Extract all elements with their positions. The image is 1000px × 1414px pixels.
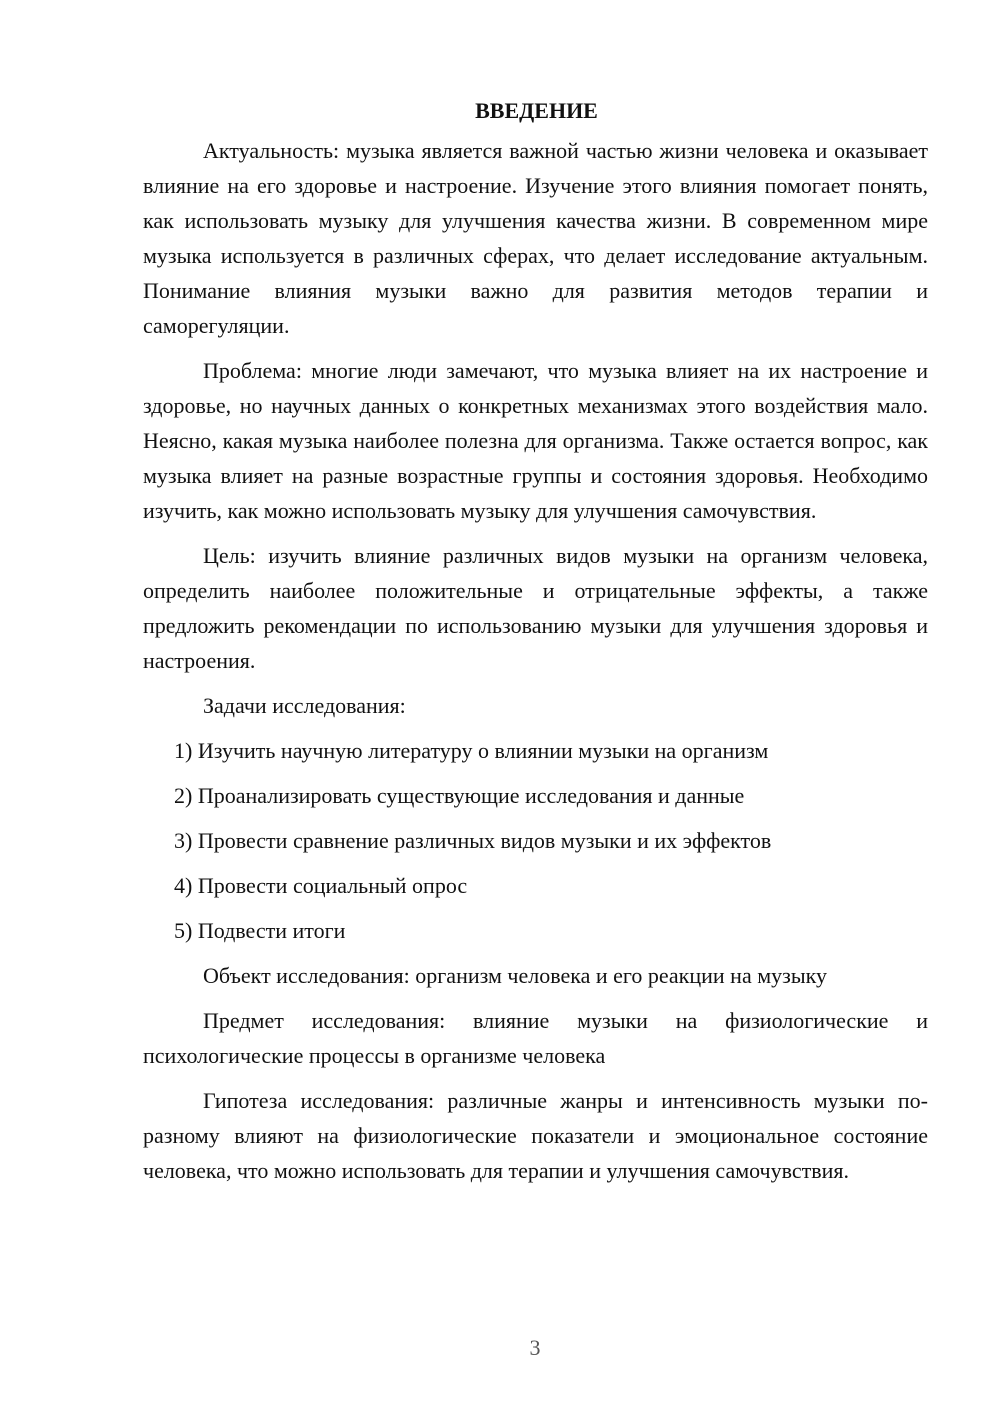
page-content bbox=[143, 93, 928, 1198]
section-title: ВВЕДЕНИЕ bbox=[475, 98, 598, 123]
task-item-3: 3) Провести сравнение различных видов музыки и их эффектов bbox=[174, 828, 772, 853]
task-item-2: 2) Проанализировать существующие исследования и данные bbox=[174, 783, 745, 808]
task-item-4: 4) Провести социальный опрос bbox=[174, 873, 468, 898]
relevance-paragraph: Актуальность: музыка является важной частью жизни человека и оказывает влияние на его здоровье и настроение. Изучение этого влияния помогает понять, как использовать музыку для улучшения качества жизни. В современном мире музыка используется в различных сферах, что делает исследование актуальным. Понимание влияния музыки важно для развития методов терапии и саморегуляции. bbox=[143, 138, 928, 338]
object-paragraph: Объект исследования: организм человека и его реакции на музыку bbox=[203, 963, 827, 988]
task-item-1: 1) Изучить научную литературу о влиянии музыки на организм bbox=[174, 738, 769, 763]
tasks-heading: Задачи исследования: bbox=[203, 693, 406, 718]
subject-paragraph: Предмет исследования: влияние музыки на физиологические и психологические процессы в организме человека bbox=[143, 1008, 928, 1068]
goal-paragraph: Цель: изучить влияние различных видов музыки на организм человека, определить наиболее положительные и отрицательные эффекты, а также предложить рекомендации по использованию музыки для улучшения здоровья и настроения. bbox=[143, 543, 928, 673]
task-item-5: 5) Подвести итоги bbox=[174, 918, 346, 943]
problem-paragraph: Проблема: многие люди замечают, что музыка влияет на их настроение и здоровье, но научных данных о конкретных механизмах этого воздействия мало. Неясно, какая музыка наиболее полезна для организма. Также остается вопрос, как музыка влияет на разные возрастные группы и состояния здоровья. Необходимо изучить, как можно использовать музыку для улучшения самочувствия. bbox=[143, 358, 928, 523]
hypothesis-paragraph: Гипотеза исследования: различные жанры и интенсивность музыки по-разному влияют на физиологические показатели и эмоциональное состояние человека, что можно использовать для терапии и улучшения самочувствия. bbox=[143, 1088, 928, 1183]
page-number: 3 bbox=[529, 1335, 541, 1360]
